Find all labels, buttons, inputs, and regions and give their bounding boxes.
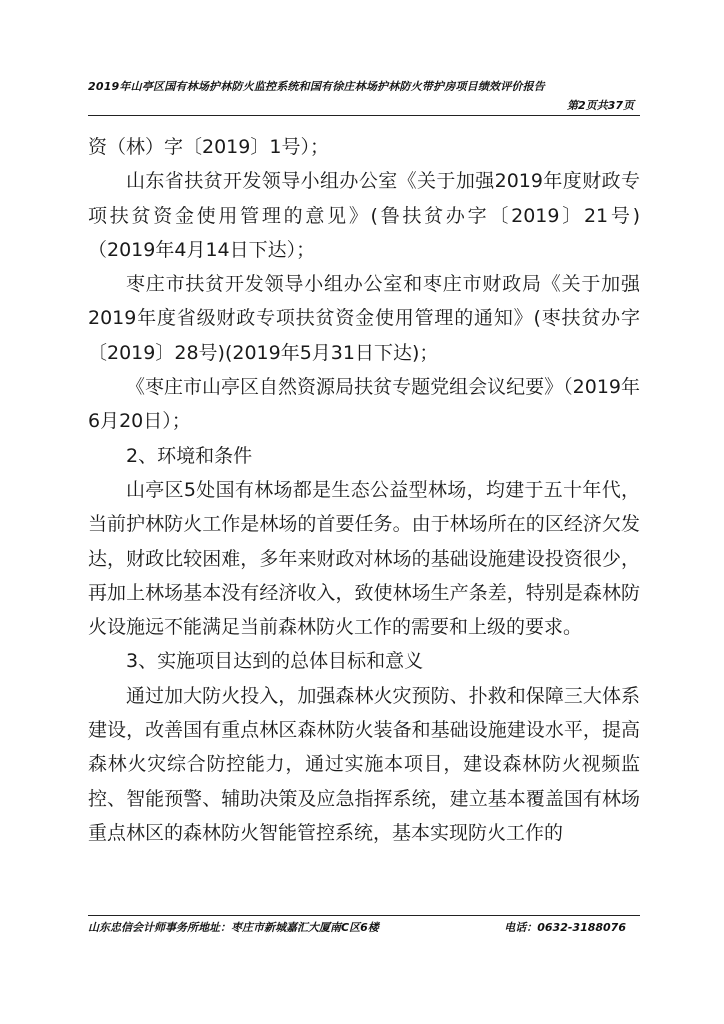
paragraph-goals: 通过加大防火投入，加强森林火灾预防、扑救和保障三大体系建设，改善国有重点林区森林防火装备和基础设施建设水平，提高森林火灾综合防控能力，通过实施本项目，建设森林防火视频监控、智能预警、辅助决策及应急指挥系统，建立基本覆盖国有林场重点林区的森林防火智能管控系统，基本实现防火工作的 <box>88 684 640 844</box>
section-heading-environment: 2、环境和条件 <box>126 444 253 467</box>
page-number: 第2页共37页 <box>567 99 634 112</box>
document-body <box>88 130 640 850</box>
paragraph-2: 山东省扶贫开发领导小组办公室《关于加强2019年度财政专项扶贫资金使用管理的意见》(鲁扶贫办字〔2019〕21号)（2019年4月14日下达）； <box>88 170 640 261</box>
report-title: 2019年山亭区国有林场护林防火监控系统和国有徐庄林场护林防火带护房项目绩效评价报告 <box>88 80 546 93</box>
paragraph-1: 资（林）字〔2019〕1号）； <box>88 136 329 158</box>
page-header <box>88 77 640 116</box>
section-heading-goals: 3、实施项目达到的总体目标和意义 <box>126 650 424 673</box>
firm-phone: 电话：0632-3188076 <box>504 921 626 934</box>
paragraph-4: 《枣庄市山亭区自然资源局扶贫专题党组会议纪要》（2019年6月20日）； <box>88 376 640 433</box>
paragraph-environment: 山亭区5处国有林场都是生态公益型林场，均建于五十年代，当前护林防火工作是林场的首要任务。由于林场所在的区经济欠发达，财政比较困难，多年来财政对林场的基础设施建设投资很少，再加上林场基本没有经济收入，致使林场生产条差，特别是森林防火设施远不能满足当前森林防火工作的需要和上级的要求。 <box>88 478 640 639</box>
page-footer <box>88 915 640 937</box>
paragraph-3: 枣庄市扶贫开发领导小组办公室和枣庄市财政局《关于加强2019年度省级财政专项扶贫资金使用管理的通知》(枣扶贫办字〔2019〕28号)(2019年5月31日下达)； <box>88 273 640 364</box>
firm-address: 山东忠信会计师事务所地址：枣庄市新城嘉汇大厦南C区6楼 <box>88 921 379 934</box>
